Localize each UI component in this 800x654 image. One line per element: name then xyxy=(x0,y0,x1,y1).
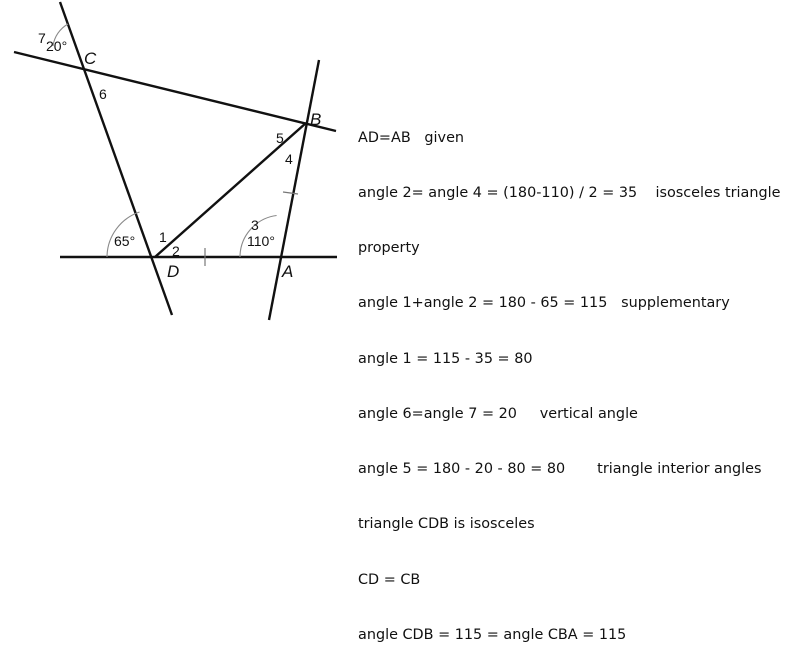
solution-line: triangle CDB is isosceles xyxy=(358,516,535,533)
solution-line: angle 6=angle 7 = 20 vertical angle xyxy=(358,405,638,422)
angle-number-5: 5 xyxy=(276,130,284,146)
solution-line: angle 1 = 115 - 35 = 80 xyxy=(358,350,533,367)
angle-number-2: 2 xyxy=(172,243,180,259)
tick-mark-ab xyxy=(283,192,298,194)
point-label-d: D xyxy=(167,262,180,281)
solution-text xyxy=(358,92,798,654)
solution-line: CD = CB xyxy=(358,571,421,588)
solution-line: AD=AB given xyxy=(358,129,465,146)
angle-number-1: 1 xyxy=(159,229,167,245)
solution-line: angle 1+angle 2 = 180 - 65 = 115 supplementary xyxy=(358,295,730,312)
point-label-a: A xyxy=(282,262,294,281)
angle-number-4: 4 xyxy=(285,151,293,167)
line-cd xyxy=(60,2,172,315)
point-label-c: C xyxy=(84,49,97,68)
solution-line: property xyxy=(358,240,420,257)
line-cb xyxy=(14,52,336,131)
line-ab xyxy=(269,60,322,320)
solution-line: angle CDB = 115 = angle CBA = 115 xyxy=(358,626,627,643)
angle-number-6: 6 xyxy=(99,86,107,102)
angle-label-20: 20° xyxy=(46,38,68,54)
solution-line: angle 2= angle 4 = (180-110) / 2 = 35 isosceles triangle xyxy=(358,185,781,202)
point-label-b: B xyxy=(310,110,322,129)
angle-number-7: 7 xyxy=(38,30,46,46)
angle-label-65: 65° xyxy=(114,233,136,249)
angle-number-3: 3 xyxy=(251,217,259,233)
angle-label-110: 110° xyxy=(247,233,275,249)
solution-line: angle 5 = 180 - 20 - 80 = 80 triangle interior angles xyxy=(358,461,762,478)
